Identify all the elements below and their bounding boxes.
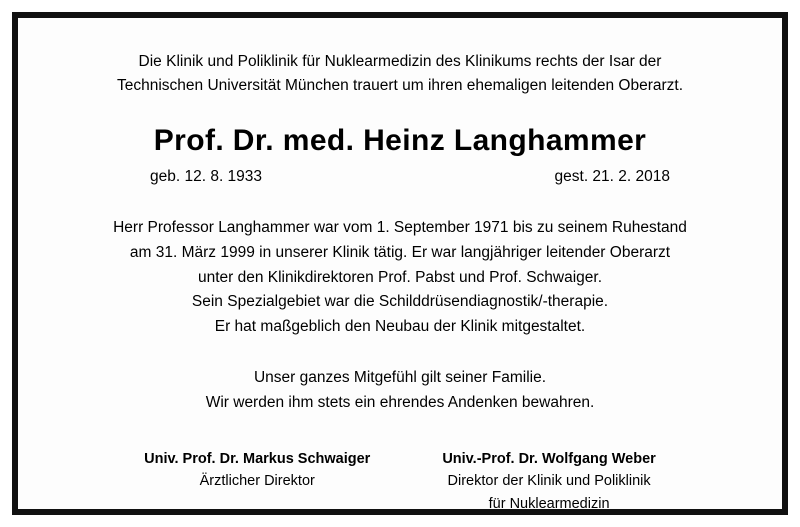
closing-text bbox=[206, 366, 595, 416]
tribute-line-5: Er hat maßgeblich den Neubau der Klinik mitgestaltet. bbox=[214, 318, 586, 336]
tribute-line-4: Sein Spezialgebiet war die Schilddrüsendiagnostik/-therapie. bbox=[191, 293, 609, 311]
obituary-frame bbox=[12, 12, 788, 515]
signature-left-role bbox=[144, 470, 370, 492]
signature-right-role-line-1: Direktor der Klinik und Poliklinik bbox=[447, 473, 651, 490]
signature-block bbox=[52, 448, 748, 515]
signature-right-name: Univ.-Prof. Dr. Wolfgang Weber bbox=[442, 450, 656, 467]
tribute-line-1: Herr Professor Langhammer war vom 1. September 1971 bis zu seinem Ruhestand bbox=[113, 219, 687, 237]
deceased-name: Prof. Dr. med. Heinz Langhammer bbox=[153, 124, 647, 158]
signature-right-role-line-2: für Nuklearmedizin bbox=[488, 495, 610, 512]
signature-left-role-line-1: Ärztlicher Direktor bbox=[199, 473, 315, 490]
signature-left-name: Univ. Prof. Dr. Markus Schwaiger bbox=[144, 450, 371, 467]
signature-right-role bbox=[442, 470, 656, 515]
intro-line-1: Die Klinik und Poliklinik für Nuklearmedizin des Klinikums rechts der Isar der bbox=[138, 53, 662, 70]
tribute-text bbox=[113, 216, 687, 340]
tribute-line-2: am 31. März 1999 in unserer Klinik tätig. Er war langjähriger leitender Oberarzt bbox=[129, 243, 671, 261]
intro-text bbox=[117, 50, 683, 98]
birth-date: geb. 12. 8. 1933 bbox=[150, 168, 263, 186]
intro-line-2: Technischen Universität München trauert um ihren ehemaligen leitenden Oberarzt. bbox=[116, 77, 684, 95]
closing-line-2: Wir werden ihm stets ein ehrendes Andenken bewahren. bbox=[205, 393, 595, 411]
closing-line-1: Unser ganzes Mitgefühl gilt seiner Familie. bbox=[253, 369, 547, 387]
life-dates bbox=[120, 168, 680, 186]
death-date: gest. 21. 2. 2018 bbox=[554, 168, 670, 186]
tribute-line-3: unter den Klinikdirektoren Prof. Pabst und Prof. Schwaiger. bbox=[197, 268, 603, 286]
signature-left bbox=[144, 448, 370, 515]
signature-right bbox=[442, 448, 656, 515]
